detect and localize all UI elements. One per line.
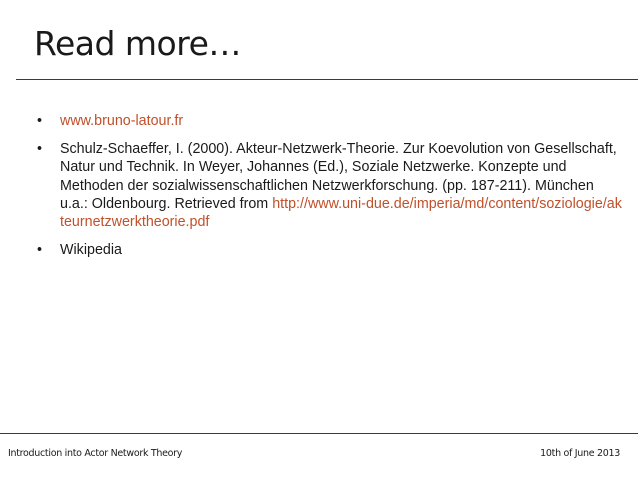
footer-presentation-title: Introduction into Actor Network Theory <box>8 448 183 459</box>
title-divider <box>16 79 638 80</box>
reference-pdf-link[interactable]: http://www.uni-due.de/imperia/md/content/soziologie/akteurnetzwerktheorie.pdf <box>60 195 622 231</box>
list-item-wikipedia <box>24 241 624 259</box>
bullet-list <box>24 112 624 269</box>
wikipedia-text: Wikipedia <box>60 242 122 259</box>
bullet-marker: • <box>37 141 43 158</box>
bruno-latour-link[interactable]: www.bruno-latour.fr <box>60 113 184 129</box>
list-item-bruno-latour <box>24 112 624 130</box>
footer-date: 10th of June 2013 <box>540 448 620 459</box>
footer-divider <box>0 433 638 434</box>
list-item-reference <box>24 140 624 231</box>
slide-title: Read more… <box>34 24 241 63</box>
bullet-marker: • <box>37 113 43 129</box>
title-area <box>16 0 638 80</box>
reference-text: Schulz-Schaeffer, I. (2000). Akteur-Netzwerk-Theorie. Zur Koevolution von Gesellschaft, Natur und Technik. In Weyer, Johannes (Ed.), Soziale Netzwerke. Konzepte und Methoden der sozialwissenschaftlichen Netzwerkforschung. (pp. 187-211). München u.a.: Oldenbourg. Retrieved from <box>60 141 617 212</box>
bullet-marker: • <box>37 242 43 259</box>
